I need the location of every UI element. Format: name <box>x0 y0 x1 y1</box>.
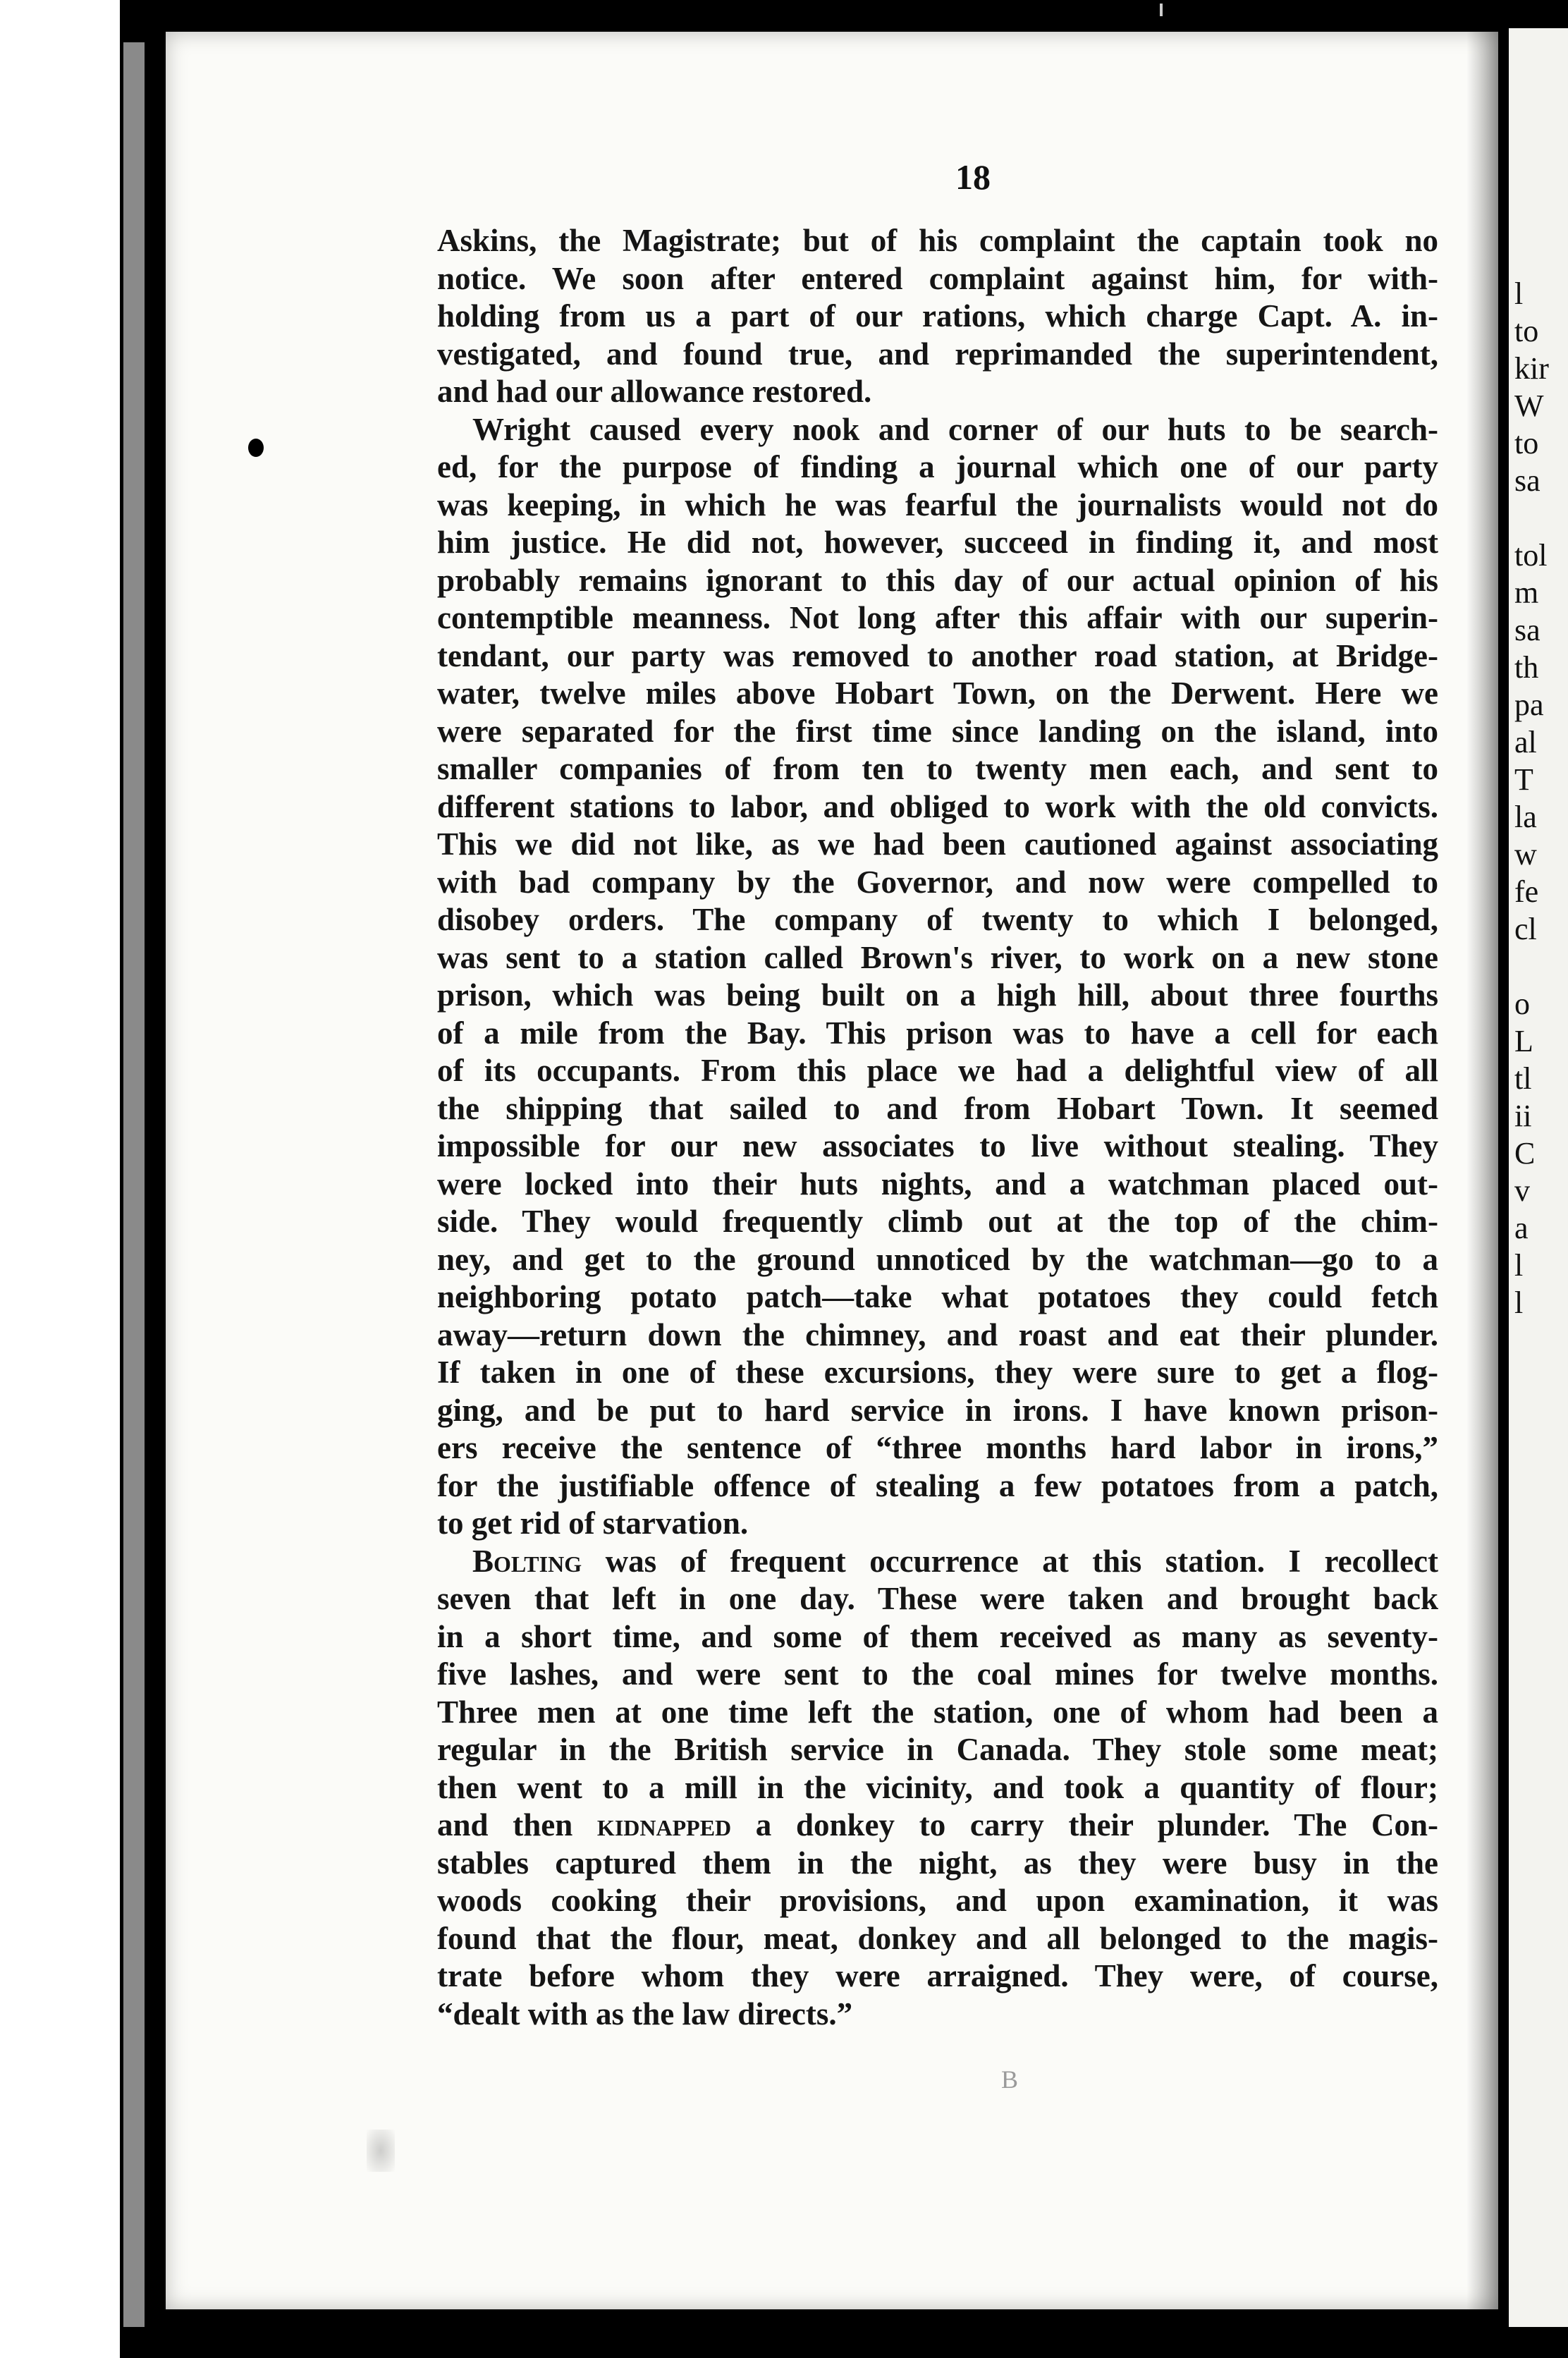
smallcaps-word: Bolting <box>472 1543 582 1579</box>
facing-page-fragment: W <box>1514 389 1544 423</box>
text-line: probably remains ignorant to this day of our actual opinion of his <box>437 562 1438 598</box>
facing-page-fragment: l <box>1514 276 1524 311</box>
facing-page-fragment: l <box>1514 1248 1524 1283</box>
text-line: If taken in one of these excursions, they were sure to get a flog- <box>437 1355 1438 1390</box>
facing-page-fragment: L <box>1514 1024 1533 1058</box>
text-line: for the justifiable offence of stealing a few potatoes from a patch, <box>437 1467 1438 1503</box>
facing-page-fragment: T <box>1514 762 1533 797</box>
text-line: the shipping that sailed to and from Hobart Town. It seemed <box>437 1090 1438 1126</box>
text-line: woods cooking their provisions, and upon examination, it was <box>437 1883 1438 1918</box>
text-line <box>437 1543 1438 1581</box>
text-line: ers receive the sentence of “three months hard labor in irons,” <box>437 1430 1438 1465</box>
text-line: water, twelve miles above Hobart Town, on the Derwent. Here we <box>437 676 1438 711</box>
facing-page-fragment: l <box>1514 1285 1524 1320</box>
facing-page-fragment: tol <box>1514 538 1548 573</box>
text-line: ed, for the purpose of finding a journal which one of our party <box>437 449 1438 484</box>
line-text: a donkey to carry their plunder. The Con- <box>731 1807 1438 1843</box>
facing-page-fragment: fe <box>1514 874 1539 909</box>
text-line: disobey orders. The company of twenty to which I belonged, <box>437 902 1438 937</box>
page-gutter-shadow <box>1466 32 1498 2309</box>
facing-page-fragment: sa <box>1514 463 1541 498</box>
facing-page-fragment: C <box>1514 1136 1536 1171</box>
text-line: found that the flour, meat, donkey and all belonged to the magis- <box>437 1920 1438 1956</box>
text-line: This we did not like, as we had been cautioned against associating <box>437 826 1438 862</box>
facing-page-fragment: sa <box>1514 613 1541 647</box>
text-line: with bad company by the Governor, and now were compelled to <box>437 864 1438 900</box>
text-line: to get rid of starvation. <box>437 1505 749 1541</box>
text-line <box>437 1807 1438 1845</box>
text-line: ney, and get to the ground unnoticed by the watchman—go to a <box>437 1241 1438 1277</box>
margin-ink-dot <box>248 439 264 457</box>
facing-page-fragment: ii <box>1514 1099 1532 1133</box>
text-line: vestigated, and found true, and reprimanded the superintendent, <box>437 336 1438 372</box>
text-line: holding from us a part of our rations, which charge Capt. A. in- <box>437 298 1438 334</box>
text-line: neighboring potato patch—take what potatoes they could fetch <box>437 1279 1438 1314</box>
page-stain <box>367 2130 395 2172</box>
facing-page-fragment: cl <box>1514 912 1537 946</box>
text-line: tendant, our party was removed to another road station, at Bridge- <box>437 637 1438 673</box>
facing-page-fragment: to <box>1514 426 1539 460</box>
left-margin-background <box>0 0 120 2358</box>
signature-mark: B <box>1001 2065 1019 2094</box>
text-line: side. They would frequently climb out at the top of the chim- <box>437 1204 1438 1239</box>
scan-artifact <box>1160 4 1163 16</box>
text-line: different stations to labor, and obliged to work with the old convicts. <box>437 788 1438 824</box>
text-line: him justice. He did not, however, succeed in finding it, and most <box>437 525 1438 560</box>
text-line: five lashes, and were sent to the coal mines for twelve months. <box>437 1656 1438 1692</box>
text-line: smaller companies of from ten to twenty men each, and sent to <box>437 751 1438 786</box>
smallcaps-word: kidnapped <box>596 1807 732 1843</box>
text-line: away—return down the chimney, and roast and eat their plunder. <box>437 1317 1438 1352</box>
text-line: trate before whom they were arraigned. They were, of course, <box>437 1958 1438 1993</box>
text-line: Wright caused every nook and corner of our huts to be search- <box>472 411 1438 447</box>
text-line: impossible for our new associates to live without stealing. They <box>437 1128 1438 1163</box>
text-line: contemptible meanness. Not long after this affair with our superin- <box>437 600 1438 635</box>
text-line: stables captured them in the night, as they were busy in the <box>437 1845 1438 1881</box>
text-line: regular in the British service in Canada. They stole some meat; <box>437 1732 1438 1767</box>
text-line: then went to a mill in the vicinity, and took a quantity of flour; <box>437 1769 1438 1805</box>
facing-page-fragment: m <box>1514 575 1539 610</box>
facing-page-fragment: o <box>1514 986 1530 1021</box>
facing-page-fragment: w <box>1514 837 1537 872</box>
line-text: and then <box>437 1807 597 1843</box>
text-line: ging, and be put to hard service in irons. I have known prison- <box>437 1392 1438 1428</box>
text-line: prison, which was being built on a high hill, about three fourths <box>437 977 1438 1013</box>
facing-page-fragment: la <box>1514 800 1537 834</box>
facing-page-edge <box>1509 28 1568 2327</box>
text-line: Askins, the Magistrate; but of his complaint the captain took no <box>437 223 1438 258</box>
facing-page-fragment: al <box>1514 725 1537 759</box>
text-line: seven that left in one day. These were taken and brought back <box>437 1581 1438 1616</box>
text-line: and had our allowance restored. <box>437 374 872 409</box>
facing-page-fragment: th <box>1514 650 1539 685</box>
binding-edge <box>123 42 145 2327</box>
text-line: notice. We soon after entered complaint against him, for with- <box>437 260 1438 296</box>
text-line: were locked into their huts nights, and a watchman placed out- <box>437 1166 1438 1202</box>
line-text: was of frequent occurrence at this station. I recollect <box>582 1543 1438 1579</box>
text-line: of a mile from the Bay. This prison was to have a cell for each <box>437 1015 1438 1051</box>
text-line: Three men at one time left the station, one of whom had been a <box>437 1694 1438 1730</box>
text-line: were separated for the first time since landing on the island, into <box>437 713 1438 749</box>
body-text <box>437 222 1438 2033</box>
text-line: of its occupants. From this place we had a delightful view of all <box>437 1053 1438 1088</box>
facing-page-fragment: v <box>1514 1173 1530 1208</box>
facing-page-fragment: a <box>1514 1211 1529 1245</box>
text-line: in a short time, and some of them received as many as seventy- <box>437 1618 1438 1654</box>
facing-page-fragment: to <box>1514 314 1539 348</box>
text-line: “dealt with as the law directs.” <box>437 1996 853 2032</box>
facing-page-fragment: tl <box>1514 1061 1532 1096</box>
page-number: 18 <box>955 157 991 197</box>
text-line: was keeping, in which he was fearful the journalists would not do <box>437 487 1438 523</box>
facing-page-fragment: pa <box>1514 688 1544 722</box>
text-line: was sent to a station called Brown's river, to work on a new stone <box>437 939 1438 975</box>
facing-page-fragment: kir <box>1514 351 1549 386</box>
